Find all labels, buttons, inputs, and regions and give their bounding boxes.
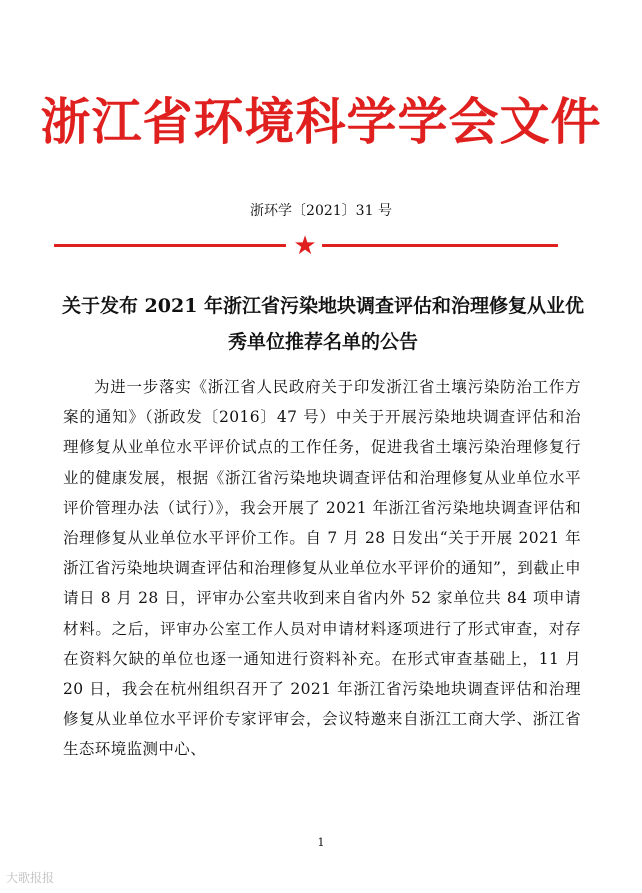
- red-rule-left: [54, 244, 286, 247]
- watermark-logo: 大歌报报: [6, 871, 55, 885]
- red-rule-right: [322, 244, 558, 247]
- page-number: 1: [317, 836, 325, 849]
- red-star-icon: ★: [293, 231, 317, 261]
- notice-body-paragraph: 为进一步落实《浙江省人民政府关于印发浙江省土壤污染防治工作方案的通知》（浙政发〔2016〕47 号）中关于开展污染地块调查评估和治理修复从业单位水平评价试点的工作任务，促进我省土壤污染治理修复行业的健康发展，根据《浙江省污染地块调查评估和治理修复从业单位水平评价管理办法（试行）》，我会开展了 2021 年浙江省污染地块调查评估和治理修复从业单位水平评价工作。自 7 月 28 日发出“关于开展 2021 年浙江省污染地块调查评估和治理修复从业单位水平评价的通知”，到截止申请日 8 月 28 日，评审办公室共收到来自省内外 52 家单位共 84 项申请材料。之后，评审办公室工作人员对申请材料逐项进行了形式审查，对存在资料欠缺的单位也逐一通知进行资料补充。在形式审查基础上，11 月 20 日，我会在杭州组织召开了 2021 年浙江省污染地块调查评估和治理修复从业单位水平评价专家评审会，会议特邀来自浙江工商大学、浙江省生态环境监测中心、: [63, 378, 581, 759]
- masthead-title: 浙江省环境科学学会文件: [40, 92, 602, 151]
- document-number: 浙环学〔2021〕31 号: [250, 203, 392, 219]
- notice-title: 关于发布 2021 年浙江省污染地块调查评估和治理修复从业优秀单位推荐名单的公告: [61, 295, 585, 353]
